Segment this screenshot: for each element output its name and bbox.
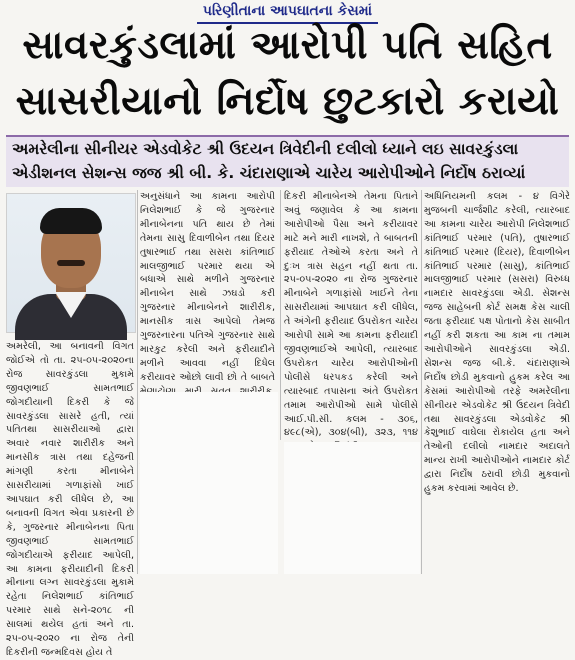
blank-area-left xyxy=(140,392,278,574)
column-divider xyxy=(137,190,138,574)
portrait-hair xyxy=(40,208,102,234)
article-column-3: દિકરી મીનાબેનએ તેમના પિતાને અવું જણાવેલ કે આ કામના આરોપીઓ પૈસા અને કરીયાવર માટે મને મારી નાખશે, તે બાબતની ફરીયાદ તેઓએ કરતા અને તે દુઃખ ત્રાસ સહન નહીં થતા તા. ૨૫-૦૫-૨૦૨૦ ના રોજ ગુજરનાર મીનાબેને ગળાફાંસો ખાઈને તેના સાસરીયામાં આપઘાત કરી લીધેલ, તે અંગેની ફરીયાદ ઉપરોકત ચારેય આરોપી સામે આ કામના ફરીયાદી જીવણભાઈએ આપેલી, ત્યારબાદ ઉપરોકત ચારેય આરોપીઓની પોલીસે ધરપકડ કરેલી અને ત્યારબાદ તપાસના અંતે ઉપરોકત તમામ આરોપીઓ સામે પોલીસે આઈ.પી.સી. કલમ - ૩૦૬, ૪૯૮(એ), ૩૦૪(બી), ૩૨૩, ૧૧૪ xyxy=(284,191,418,439)
portrait-mustache xyxy=(57,260,85,266)
advocate-portrait-photo xyxy=(6,193,136,333)
article-column-2: અનુસંધાને આ કામના આરોપી નિલેશભાઈ કે જે ગુજરનાર મીનાબેનના પતિ થાય છે તેમાં તેમના સાસુ દિવાળીબેન તથા દિયર તુષારભાઈ તથા સસરા કાંતિભાઈ માલજીભાઈ પરમાર થયા એ બધાએ સાથે મળીને ગુજરનાર મીનાબેન સાથે ઝઘડો કરી ગુજરનાર મીનાબેનને શારીરીક, માનસીક ત્રાસ આપેલો તેમજ ગુજરનારના પતિએ ગુજરનાર સાથે મારકુટ કરેલી અને ફરીયાદીને મળીને આવવા નહીં દિધેલ કરીયાવર ઓછો લાવી છો તે બાબતે xyxy=(140,191,275,383)
subheadline-box xyxy=(6,135,569,187)
kicker-banner xyxy=(0,0,575,22)
kicker-text: પરિણીતાના આપઘાતના કેસમાં xyxy=(197,2,378,24)
subheadline-line-2: એડીશનલ સેશન્સ જજ શ્રી બી. કે. ચંદારાણાએ ચારેય આરોપીઓને નિર્દોષ ઠરાવ્યાં xyxy=(12,164,526,182)
article-column-1: અમરેલી, આ બનાવની વિગત જોઈએ તો તા. ૨૫-૦૫-૨૦૨૦ના રોજ સાવરકુંડલા મુકામે જીવણભાઈ સામતભાઈ જોગદીયાની દિકરી કે જે સાવરકુંડલા સાસરે હતી, ત્યાં પતિતથા સાસરીયાઓ દ્વારા અવાર નવાર શારીરીક અને માનસીક ત્રાસ તથા દહેજની માંગણી કરતા મીનાબેને સાસરીયામાં ગળાફાંસો ખાઈ આપઘાત કરી લીધેલ છે, આ બનાવની વિગત એવા પ્રકારની છે કે, ગુજરનાર મીનાબેનના પિતા જીવણભાઈ સામતભાઈ જોગદીયાએ ફરીયાદ આપેલી, આ કામના ફરીયાદીની દિકરી મીનાના લગ્ન સાવરકુંડલા મુકામે રહેતા નિલેશભાઈ કાંતિભાઈ પરમાર સાથે સને-૨૦૧૮ ની સાલમાં થયેલ હતાં અને તા. ૨૫-૦૫-૨૦૨૦ ના રોજ તેની દિકરીની જન્મદિવસ હોય તે xyxy=(6,341,134,658)
column-divider xyxy=(421,190,422,574)
headline-line-1: સાવરકુંડલામાં આરોપી પતિ સહિત xyxy=(22,23,553,68)
blank-area-middle xyxy=(284,442,420,574)
article-column-4: અધિનિયમની કલમ - ૪ વિગેરે મુજબની ચાર્જશીટ કરેલી, ત્યારબાદ આ કામના ચારેય આરોપી નિલેશભાઈ કાંતિભાઈ પરમાર (પતિ), તુષારભાઈ કાંતિભાઈ પરમાર (દિયર), દિવાળીબેન કાંતિભાઈ પરમાર (સાસુ), કાંતિભાઈ માલજીભાઈ પરમાર (સસરા) વિરુધ્ધ નામદાર સાવરકુંડલા એડી. સેશન્સ જજ સાહેબની કોર્ટ સમક્ષ કેસ ચાલી જતા ફરીયાદ પક્ષ પોતાનો કેસ સાબીત નહીં કરી શકતા આ કામ ના તમામ આરોપીઓને સાવરકુંડલા એડી. સેશન્સ જજ બી.કે. ચંદારાણાએ નિર્દોષ છોડી મુકવાનો હુકમ કરેલ આ કેસમાં આરોપીઓ તરફે અમરેલીના સીનીયર એડવોકેટ શ્રી ઉદયન ત્રિવેદી તથા સાવરકુંડલા એડવોકેટ શ્રી કેશુભાઈ વાઘેલા રોકાયેલ હતા અને તેઓની દલીલો નામદાર અદાલતે માન્ય રાખી આરોપીઓને નામદાર કોર્ટ દ્વારા નિર્દોષ ઠરાવી છોડી મુકવાનો હુકમ કરવામાં આવેલ છે. xyxy=(424,191,570,495)
subheadline-line-1: અમરેલીના સીનીયર એડવોકેટ શ્રી ઉદયન ત્રિવેદીની દલીલો ધ્યાને લઇ સાવરકુંડલા xyxy=(12,140,519,158)
column-divider xyxy=(280,190,281,440)
headline-line-2: સાસરીયાનો નિર્દોષ છુટકારો કરાયો xyxy=(15,79,560,124)
